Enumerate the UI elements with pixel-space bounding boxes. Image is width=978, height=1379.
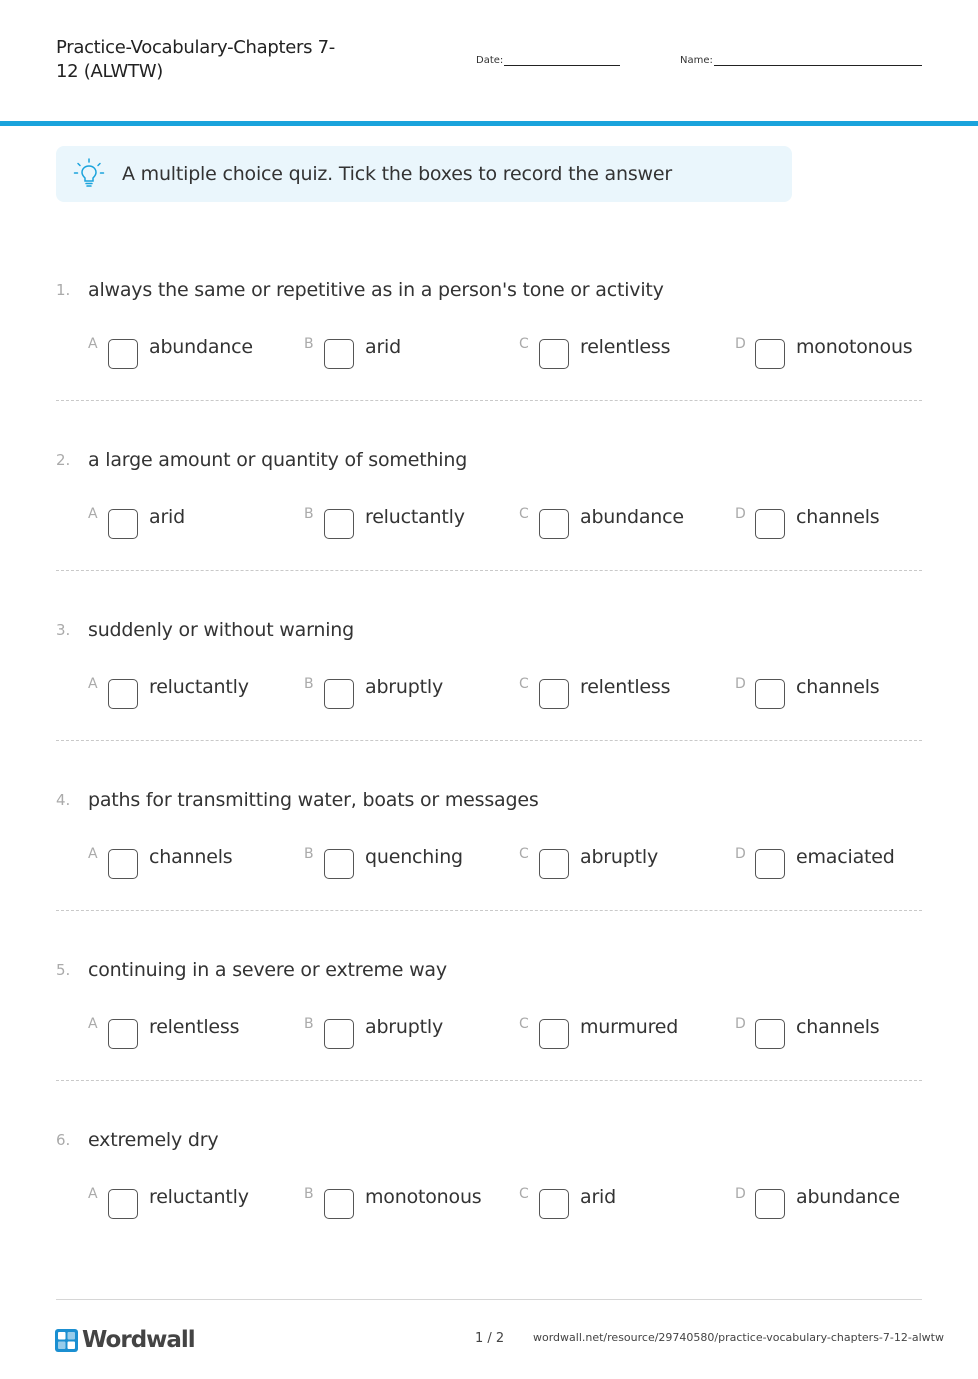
option-letter: B bbox=[304, 1186, 314, 1202]
question-divider bbox=[56, 1080, 922, 1081]
answer-checkbox[interactable] bbox=[755, 679, 785, 709]
question-text: a large amount or quantity of something bbox=[88, 449, 468, 471]
name-field[interactable] bbox=[680, 52, 922, 66]
option-letter: D bbox=[735, 1016, 746, 1032]
answer-checkbox[interactable] bbox=[108, 339, 138, 369]
option-b[interactable] bbox=[304, 336, 401, 366]
option-text: abruptly bbox=[580, 846, 658, 868]
option-text: murmured bbox=[580, 1016, 679, 1038]
wordwall-logo[interactable] bbox=[55, 1327, 195, 1353]
page-number: 1 / 2 bbox=[475, 1331, 505, 1346]
question-text: paths for transmitting water, boats or messages bbox=[88, 789, 539, 811]
wordwall-logo-icon bbox=[55, 1329, 78, 1352]
answer-checkbox[interactable] bbox=[324, 509, 354, 539]
option-a[interactable] bbox=[88, 846, 232, 876]
answer-checkbox[interactable] bbox=[539, 1019, 569, 1049]
question-number: 6. bbox=[56, 1131, 71, 1149]
option-text: abundance bbox=[580, 506, 684, 528]
option-letter: C bbox=[519, 506, 529, 522]
option-b[interactable] bbox=[304, 846, 463, 876]
option-text: relentless bbox=[580, 336, 671, 358]
answer-checkbox[interactable] bbox=[539, 1189, 569, 1219]
option-letter: A bbox=[88, 336, 98, 352]
footer-divider bbox=[56, 1299, 922, 1300]
answer-checkbox[interactable] bbox=[539, 339, 569, 369]
option-c[interactable] bbox=[519, 1186, 616, 1216]
option-d[interactable] bbox=[735, 1016, 879, 1046]
page-header bbox=[0, 0, 978, 126]
question-divider bbox=[56, 570, 922, 571]
lightbulb-icon bbox=[72, 157, 106, 191]
name-input-line[interactable] bbox=[714, 52, 922, 66]
option-letter: C bbox=[519, 336, 529, 352]
option-letter: C bbox=[519, 846, 529, 862]
option-text: emaciated bbox=[796, 846, 895, 868]
question-divider bbox=[56, 910, 922, 911]
option-text: abruptly bbox=[365, 676, 443, 698]
option-c[interactable] bbox=[519, 676, 670, 706]
option-text: channels bbox=[796, 506, 880, 528]
answer-checkbox[interactable] bbox=[108, 1189, 138, 1219]
option-a[interactable] bbox=[88, 676, 249, 706]
option-c[interactable] bbox=[519, 506, 684, 536]
option-text: channels bbox=[796, 676, 880, 698]
question-3 bbox=[56, 621, 922, 791]
option-letter: A bbox=[88, 1016, 98, 1032]
option-text: arid bbox=[580, 1186, 616, 1208]
option-a[interactable] bbox=[88, 506, 185, 536]
option-text: monotonous bbox=[796, 336, 913, 358]
option-d[interactable] bbox=[735, 336, 912, 366]
option-b[interactable] bbox=[304, 1016, 443, 1046]
option-letter: C bbox=[519, 1016, 529, 1032]
answer-checkbox[interactable] bbox=[755, 509, 785, 539]
answer-checkbox[interactable] bbox=[324, 849, 354, 879]
page-title: Practice-Vocabulary-Chapters 7-12 (ALWTW) bbox=[56, 37, 335, 82]
answer-checkbox[interactable] bbox=[539, 849, 569, 879]
option-b[interactable] bbox=[304, 1186, 481, 1216]
option-letter: A bbox=[88, 676, 98, 692]
answer-checkbox[interactable] bbox=[108, 849, 138, 879]
option-letter: A bbox=[88, 1186, 98, 1202]
option-letter: D bbox=[735, 336, 746, 352]
question-divider bbox=[56, 400, 922, 401]
question-number: 2. bbox=[56, 451, 71, 469]
option-d[interactable] bbox=[735, 846, 895, 876]
option-letter: A bbox=[88, 846, 98, 862]
question-number: 3. bbox=[56, 621, 71, 639]
question-number: 5. bbox=[56, 961, 71, 979]
option-b[interactable] bbox=[304, 676, 443, 706]
option-letter: C bbox=[519, 1186, 529, 1202]
option-letter: D bbox=[735, 846, 746, 862]
option-letter: D bbox=[735, 1186, 746, 1202]
option-letter: B bbox=[304, 676, 314, 692]
question-1 bbox=[56, 281, 922, 451]
question-text: extremely dry bbox=[88, 1129, 219, 1151]
option-letter: D bbox=[735, 506, 746, 522]
option-text: reluctantly bbox=[149, 676, 249, 698]
date-input-line[interactable] bbox=[504, 52, 620, 66]
option-a[interactable] bbox=[88, 336, 253, 366]
question-text: always the same or repetitive as in a person's tone or activity bbox=[88, 279, 664, 301]
option-letter: B bbox=[304, 506, 314, 522]
option-d[interactable] bbox=[735, 506, 879, 536]
option-text: relentless bbox=[580, 676, 671, 698]
question-text: suddenly or without warning bbox=[88, 619, 354, 641]
option-d[interactable] bbox=[735, 676, 879, 706]
answer-checkbox[interactable] bbox=[108, 509, 138, 539]
resource-url[interactable]: wordwall.net/resource/29740580/practice-vocabulary-chapters-7-12-alwtw bbox=[533, 1331, 944, 1344]
logo-text: Wordwall bbox=[82, 1327, 195, 1353]
answer-checkbox[interactable] bbox=[755, 339, 785, 369]
option-text: abruptly bbox=[365, 1016, 443, 1038]
answer-checkbox[interactable] bbox=[539, 679, 569, 709]
header-accent-bar bbox=[0, 121, 978, 126]
option-letter: B bbox=[304, 336, 314, 352]
answer-checkbox[interactable] bbox=[108, 679, 138, 709]
option-c[interactable] bbox=[519, 846, 658, 876]
option-letter: D bbox=[735, 676, 746, 692]
question-number: 4. bbox=[56, 791, 71, 809]
question-4 bbox=[56, 791, 922, 961]
answer-checkbox[interactable] bbox=[755, 1019, 785, 1049]
question-6 bbox=[56, 1131, 922, 1301]
name-label: Name: bbox=[680, 55, 713, 66]
option-c[interactable] bbox=[519, 336, 670, 366]
instruction-text: A multiple choice quiz. Tick the boxes to record the answer bbox=[122, 163, 672, 185]
answer-checkbox[interactable] bbox=[324, 1189, 354, 1219]
question-number: 1. bbox=[56, 281, 71, 299]
answer-checkbox[interactable] bbox=[755, 849, 785, 879]
answer-checkbox[interactable] bbox=[755, 1189, 785, 1219]
option-letter: C bbox=[519, 676, 529, 692]
date-field[interactable] bbox=[476, 52, 620, 66]
option-text: reluctantly bbox=[365, 506, 465, 528]
option-text: arid bbox=[149, 506, 185, 528]
option-text: channels bbox=[796, 1016, 880, 1038]
option-d[interactable] bbox=[735, 1186, 900, 1216]
option-text: arid bbox=[365, 336, 401, 358]
answer-checkbox[interactable] bbox=[108, 1019, 138, 1049]
option-text: relentless bbox=[149, 1016, 240, 1038]
option-letter: A bbox=[88, 506, 98, 522]
question-2 bbox=[56, 451, 922, 621]
option-c[interactable] bbox=[519, 1016, 678, 1046]
answer-checkbox[interactable] bbox=[324, 1019, 354, 1049]
answer-checkbox[interactable] bbox=[324, 339, 354, 369]
instruction-box bbox=[56, 146, 792, 202]
option-a[interactable] bbox=[88, 1016, 239, 1046]
option-b[interactable] bbox=[304, 506, 465, 536]
option-text: abundance bbox=[796, 1186, 900, 1208]
option-text: monotonous bbox=[365, 1186, 482, 1208]
question-text: continuing in a severe or extreme way bbox=[88, 959, 447, 981]
option-letter: B bbox=[304, 1016, 314, 1032]
option-text: quenching bbox=[365, 846, 463, 868]
answer-checkbox[interactable] bbox=[539, 509, 569, 539]
answer-checkbox[interactable] bbox=[324, 679, 354, 709]
option-text: reluctantly bbox=[149, 1186, 249, 1208]
date-label: Date: bbox=[476, 55, 504, 66]
option-a[interactable] bbox=[88, 1186, 249, 1216]
question-5 bbox=[56, 961, 922, 1131]
option-letter: B bbox=[304, 846, 314, 862]
question-divider bbox=[56, 740, 922, 741]
option-text: abundance bbox=[149, 336, 253, 358]
option-text: channels bbox=[149, 846, 233, 868]
